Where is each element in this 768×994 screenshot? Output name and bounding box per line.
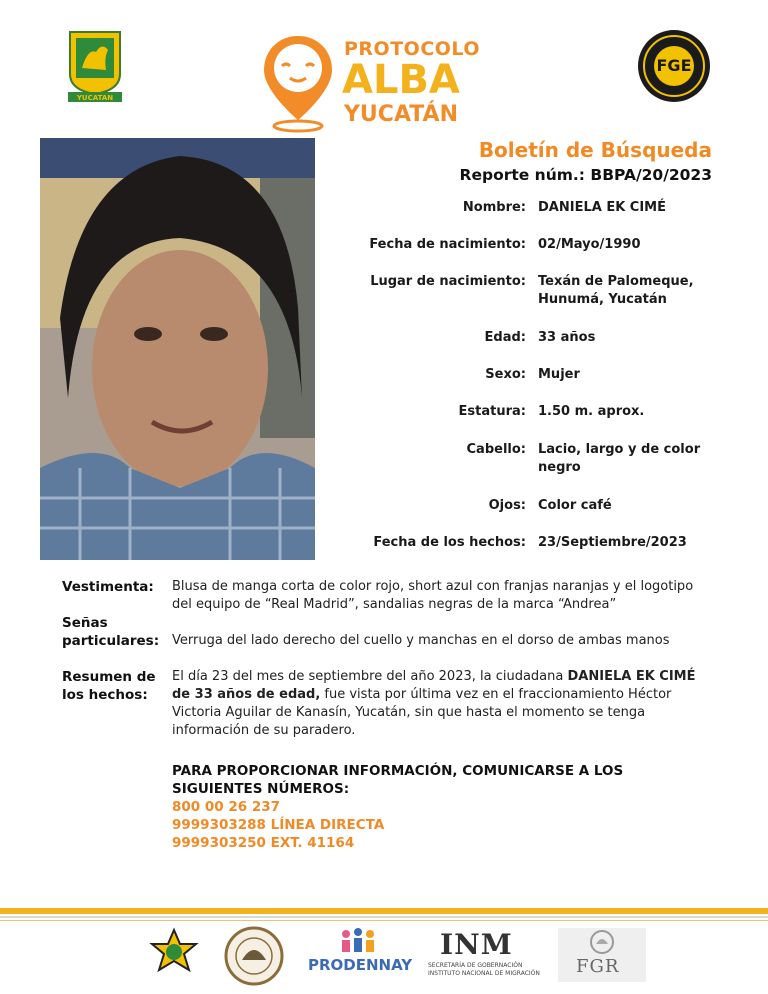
summary-text [172,668,712,740]
marks-label-line2: particulares: [62,633,160,649]
clothing-text: Blusa de manga corta de color rojo, short azul con franjas naranjas y el logotipo del equipo de “Real Madrid”, sandalias negras de la marca “Andrea” [172,579,694,612]
phone-number: 9999303250 EXT. 41164 [172,835,355,851]
inm-subtitle-line1: SECRETARÍA DE GOBERNACIÓN [428,962,523,969]
field-value: 23/Septiembre/2023 [538,535,687,550]
alba-logo-line3: YUCATÁN [344,102,458,127]
field-label: Ojos: [488,498,526,513]
field-label: Cabello: [466,442,526,457]
phone-number: 800 00 26 237 [172,799,281,815]
field-label: Fecha de nacimiento: [369,237,526,252]
clothing-label: Vestimenta: [62,579,154,595]
phone-number: 9999303288 LÍNEA DIRECTA [172,817,385,833]
map-pin-icon [262,34,334,134]
report-label: Reporte núm.: [459,166,585,184]
footer-rule [0,916,768,918]
marks-text: Verruga del lado derecho del cuello y manchas en el dorso de ambas manos [172,633,670,648]
footer-rule [0,908,768,914]
prodennay-logo-text: PRODENNAY [308,956,413,974]
summary-bold: DANIELA EK CIMÉ de 33 años de edad, [172,669,696,702]
field-label: Nombre: [462,200,526,215]
field-value: 33 años [538,330,596,345]
field-value: 1.50 m. aprox. [538,404,645,419]
police-badge-icon [146,926,202,986]
field-label: Lugar de nacimiento: [370,274,526,289]
summary-label-line2: los hechos: [62,687,148,703]
guardia-nacional-seal-icon [224,926,284,986]
alba-logo-line2: ALBA [342,57,460,103]
bulletin-title: Boletín de Búsqueda [478,138,712,162]
fge-seal-caption: FGE [656,56,692,75]
marks-label-line1: Señas [62,615,108,631]
field-value: 02/Mayo/1990 [538,237,641,252]
contact-heading: PARA PROPORCIONAR INFORMACIÓN, COMUNICARSE A LOS SIGUIENTES NÚMEROS: [172,763,624,797]
report-number-line [460,166,712,184]
summary-label-line1: Resumen de [62,669,156,685]
field-label: Edad: [484,330,526,345]
summary-post: fue vista por última vez en el fraccionamiento Héctor Victoria Aguilar de Kanasín, Yucatán, sin que hasta el momento se tenga información de su paradero. [172,687,672,738]
fgr-logo-text: FGR [576,956,620,977]
field-value: Color café [538,498,612,513]
protocolo-alba-logo [262,34,482,134]
summary-pre: El día 23 del mes de septiembre del año 2023, la ciudadana [172,669,568,684]
missing-person-photo [40,138,315,560]
yucatan-coat-of-arms-icon [66,28,124,104]
yucatan-seal-caption: YUCATAN [76,94,114,102]
inm-logo-text: INM [440,928,513,961]
footer-rule [0,920,768,921]
field-label: Sexo: [485,367,526,382]
alba-logo-line1: PROTOCOLO [344,38,480,60]
field-label: Estatura: [458,404,526,419]
field-value: DANIELA EK CIMÉ [538,200,666,215]
inm-subtitle-line2: INSTITUTO NACIONAL DE MIGRACIÓN [428,970,540,977]
field-value: Mujer [538,367,580,382]
field-value: Lacio, largo y de color negro [538,442,701,475]
field-value: Texán de Palomeque, Hunumá, Yucatán [538,274,694,307]
field-label: Fecha de los hechos: [373,535,526,550]
report-number: BBPA/20/2023 [590,166,712,184]
